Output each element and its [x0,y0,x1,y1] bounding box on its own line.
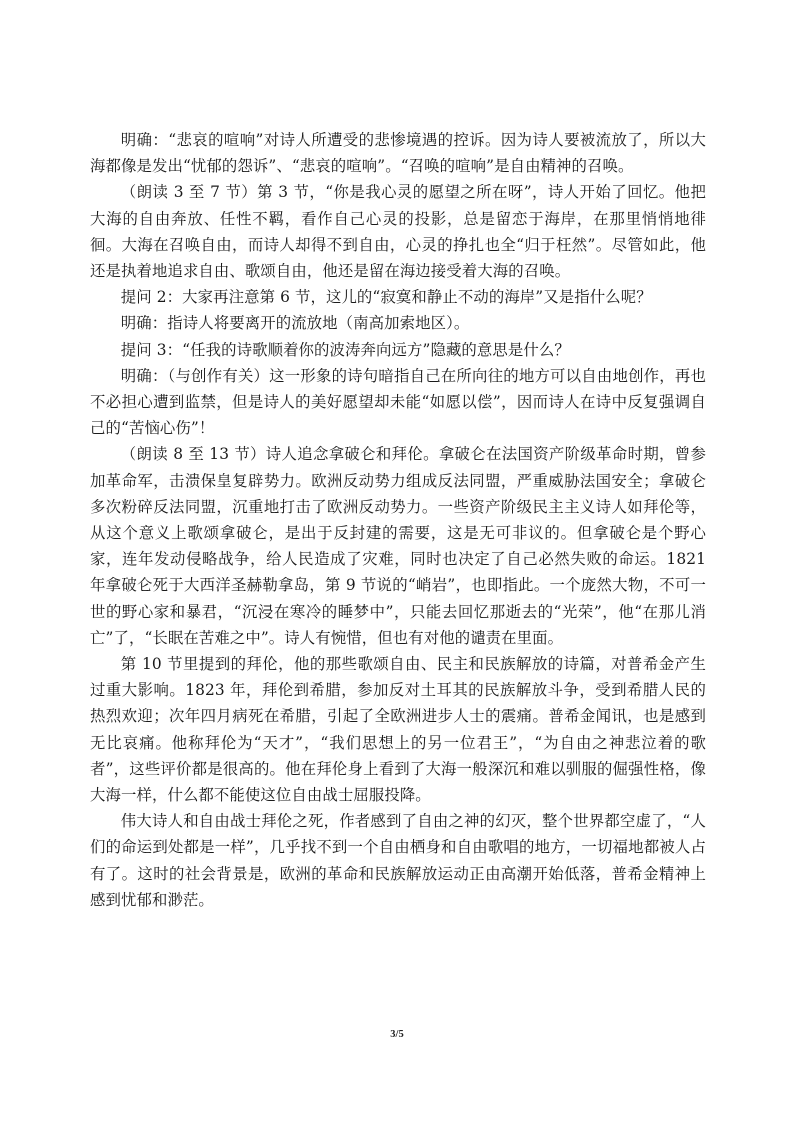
body-text [90,127,706,913]
paragraph-byron-death: 伟大诗人和自由战士拜伦之死，作者感到了自由之神的幻灭，整个世界都空虚了，“人们的命运到处都是一样”，几乎找不到一个自由栖身和自由歌唱的地方，一切福地都被人占有了。这时的社会背景是，欧洲的革命和民族解放运动正由高潮开始低落，普希金精神上感到忧郁和渺茫。 [90,812,706,909]
paragraph-answer-2: 明确：指诗人将要离开的流放地（南高加索地区）。 [120,314,470,333]
paragraph-question-2: 提问 2：大家再注意第 6 节，这儿的“寂寞和静止不动的海岸”又是指什么呢？ [120,288,652,307]
paragraph-clarify-sad-roar: 明确：“悲哀的喧响”对诗人所遭受的悲惨境遇的控诉。因为诗人要被流放了，所以大海都像是发出“忧郁的怨诉”、“悲哀的喧响”。“召唤的喧响”是自由精神的召唤。 [90,131,706,176]
paragraph-answer-3: 明确：（与创作有关）这一形象的诗句暗指自己在所向往的地方可以自由地创作，再也不必担心遭到监禁，但是诗人的美好愿望却未能“如愿以偿”，因而诗人在诗中反复强调自己的“苦恼心伤”！ [90,366,706,438]
paragraph-byron: 第 10 节里提到的拜伦，他的那些歌颂自由、民主和民族解放的诗篇，对普希金产生过重大影响。1823 年，拜伦到希腊，参加反对土耳其的民族解放斗争，受到希腊人民的热烈欢迎；次年四月病死在希腊，引起了全欧洲进步人士的震痛。普希金闻讯，也是感到无比哀痛。他称拜伦为“天才”，“我们思想上的另一位君王”，“为自由之神悲泣着的歌者”，这些评价都是很高的。他在拜伦身上看到了大海一般深沉和难以驯服的倔强性格，像大海一样，什么都不能使这位自由战士屈服投降。 [90,655,706,805]
page-number: 3/5 [390,1029,404,1040]
paragraph-question-3: 提问 3：“任我的诗歌顺着你的波涛奔向远方”隐藏的意思是什么？ [120,340,570,359]
paragraph-reading-8-13: （朗读 8 至 13 节）诗人追念拿破仑和拜伦。拿破仑在法国资产阶级革命时期，曾参加革命军，击溃保皇复辟势力。欧洲反动势力组成反法同盟，严重威胁法国安全；拿破仑多次粉碎反法同盟，沉重地打击了欧洲反动势力。一些资产阶级民主主义诗人如拜伦等，从这个意义上歌颂拿破仑，是出于反封建的需要，这是无可非议的。但拿破仑是个野心家，连年发动侵略战争，给人民造成了灾难，同时也决定了自己必然失败的命运。1821 年拿破仑死于大西洋圣赫勒拿岛，第 9 节说的“峭岩”，也即指此。一个庞然大物，不可一世的野心家和暴君，“沉浸在寒冷的睡梦中”，只能去回忆那逝去的“光荣”，他“在那儿消亡”了，“长眠在苦难之中”。诗人有惋惜，但也有对他的谴责在里面。 [90,445,706,647]
paragraph-reading-3-7: （朗读 3 至 7 节）第 3 节，“你是我心灵的愿望之所在呀”，诗人开始了回忆。他把大海的自由奔放、任性不羁，看作自己心灵的投影，总是留恋于海岸，在那里悄悄地徘徊。大海在召唤自由，而诗人却得不到自由，心灵的挣扎也全“归于枉然”。尽管如此，他还是执着地追求自由、歌颂自由，他还是留在海边接受着大海的召唤。 [90,183,706,281]
